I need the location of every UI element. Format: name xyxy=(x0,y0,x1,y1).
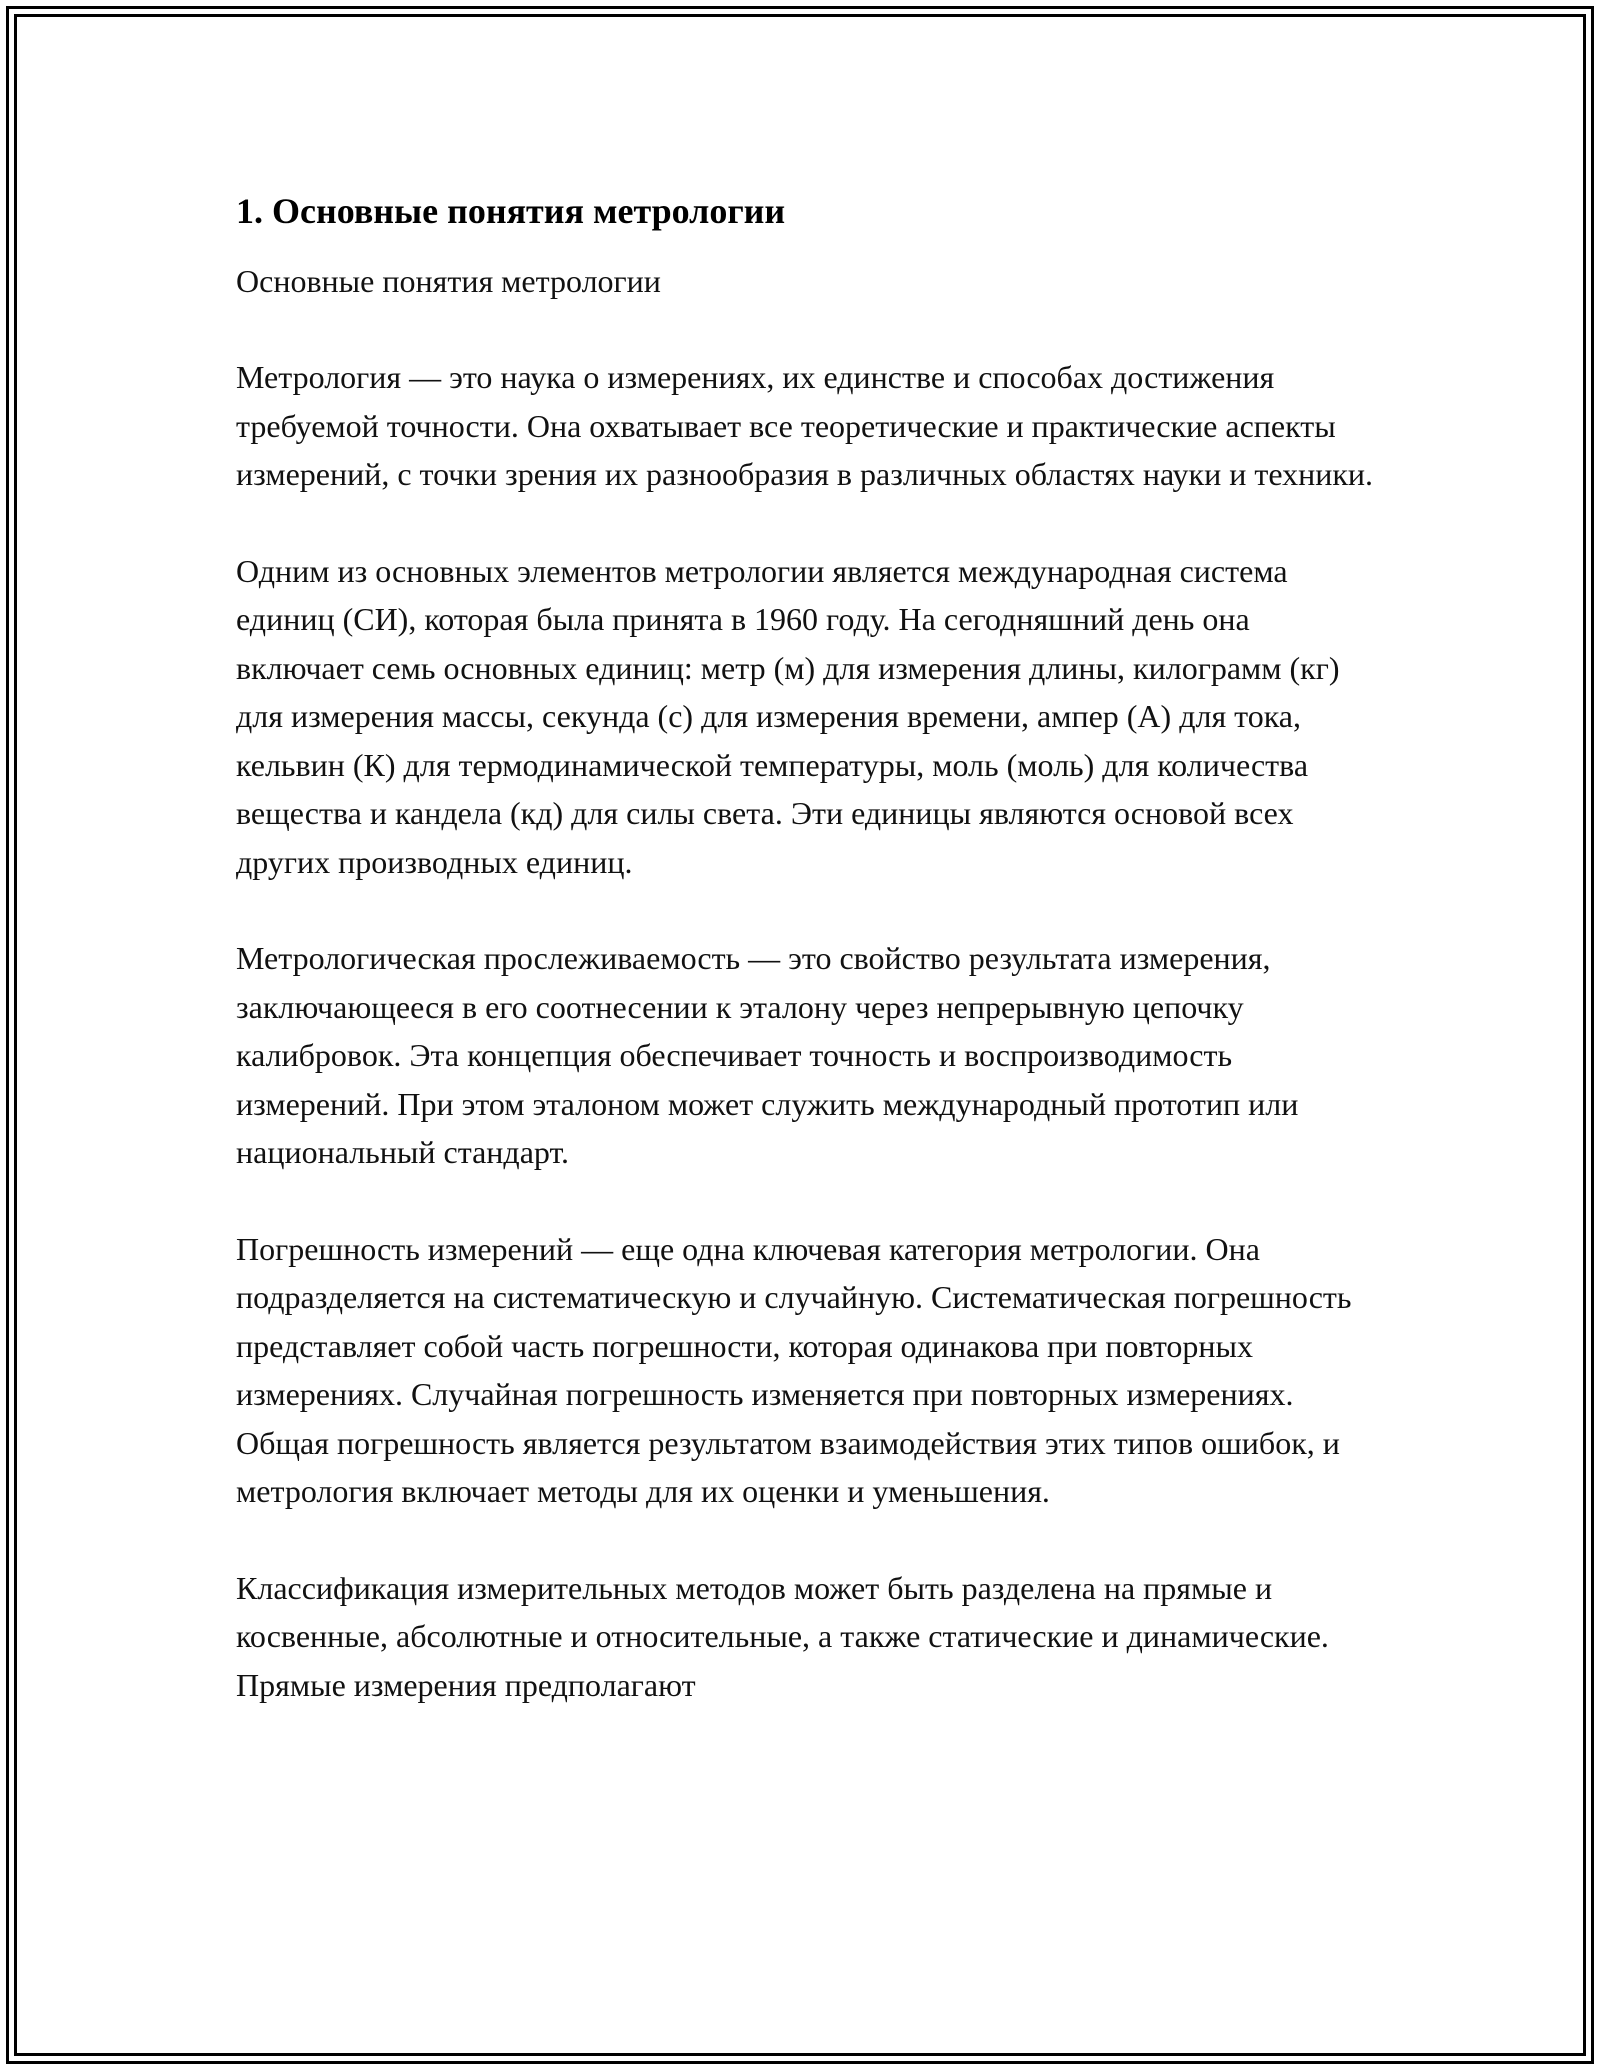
section-heading: 1. Основные понятия метрологии xyxy=(236,191,786,231)
paragraph-measurement-error: Погрешность измерений — еще одна ключевая категория метрологии. Она подразделяется на систематическую и случайную. Систематическая погрешность представляет собой часть погрешности, которая одинакова при повторных измерениях. Случайная погрешность изменяется при повторных измерениях. Общая погрешность является результатом взаимодействия этих типов ошибок, и метрология включает методы для их оценки и уменьшения. xyxy=(236,1230,1352,1509)
paragraph-traceability: Метрологическая прослеживаемость — это свойство результата измерения, заключающееся в его соотнесении к эталону через непрерывную цепочку калибровок. Эта концепция обеспечивает точность и воспроизводимость измерений. При этом эталоном может служить международный прототип или национальный стандарт. xyxy=(236,940,1299,1170)
paragraph-metrology-definition: Метрология — это наука о измерениях, их единстве и способах достижения требуемой точности. Она охватывает все теоретические и практические аспекты измерений, с точки зрения их разнообразия в различных областях науки и техники. xyxy=(236,359,1374,492)
section-subtitle: Основные понятия метрологии xyxy=(236,263,661,299)
document-body xyxy=(236,185,1376,1709)
paragraph-si-units: Одним из основных элементов метрологии является международная система единиц (СИ), которая была принята в 1960 году. На сегодняшний день она включает семь основных единиц: метр (м) для измерения длины, килограмм (кг) для измерения массы, секунда (с) для измерения времени, ампер (А) для тока, кельвин (К) для термодинамической температуры, моль (моль) для количества вещества и кандела (кд) для силы света. Эти единицы являются основой всех других производных единиц. xyxy=(236,552,1340,880)
paragraph-method-classification: Классификация измерительных методов может быть разделена на прямые и косвенные, абсолютные и относительные, а также статические и динамические. Прямые измерения предполагают xyxy=(236,1569,1329,1703)
